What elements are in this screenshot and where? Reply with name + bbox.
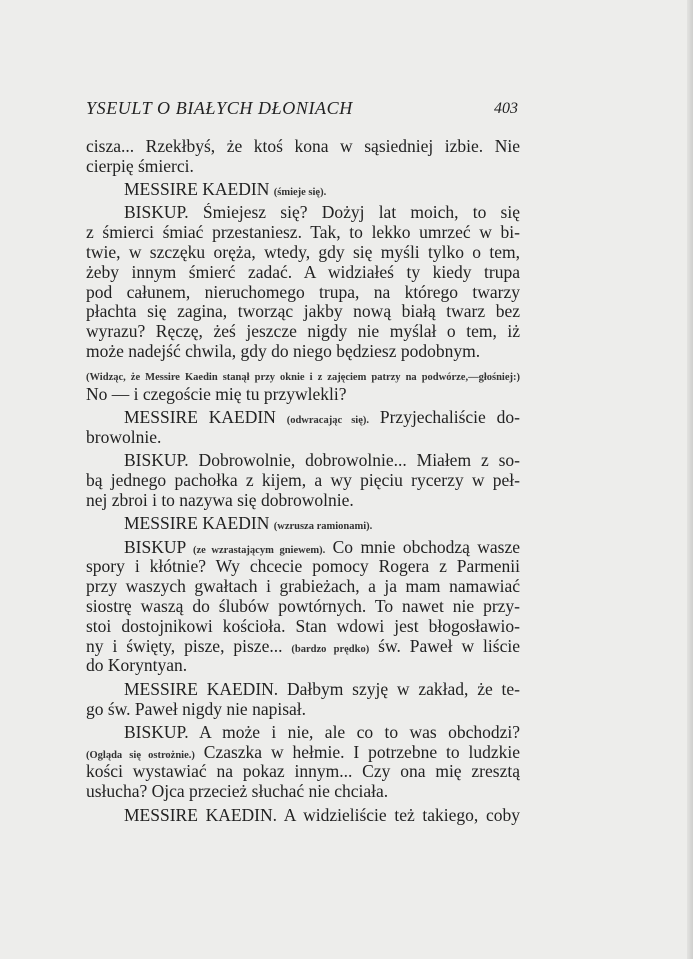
line-text: Czaszka w hełmie. I potrzebne to ludzkie [194, 742, 520, 762]
text-line [86, 283, 520, 303]
text-line [86, 700, 520, 720]
text-line [86, 342, 520, 362]
stage-direction: (Widząc, że Messire Kaedin stanął przy oknie i z zajęciem patrzy na podwórze,—głośniej:) [86, 372, 520, 384]
line-text: BISKUP. A może i nie, ale co to was obchodzi? [124, 722, 520, 742]
line-text: Co mnie obchodzą wasze [325, 537, 520, 557]
stage-direction: (ze wzrastającym gniewem). [192, 544, 326, 556]
text-line [86, 203, 520, 223]
line-text: bą jednego pachołka z kijem, a wy pięciu rycerzy w peł- [86, 471, 520, 491]
text-line [86, 656, 520, 676]
line-text: cierpię śmierci. [86, 155, 194, 176]
text-line [86, 637, 520, 657]
text-line [86, 451, 520, 471]
line-text: BISKUP [124, 537, 193, 557]
line-text: spory i kłótnie? Wy chcecie pomocy Rogera z Parmenii [86, 557, 520, 577]
stage-direction: (odwracając się). [286, 415, 369, 427]
line-text: go św. Paweł nigdy nie napisał. [86, 698, 307, 719]
text-line [86, 723, 520, 743]
text-line [86, 491, 520, 511]
line-text: z śmierci śmiać przestaniesz. Tak, to lekko umrzeć w bi- [86, 223, 520, 243]
line-text: płachta się zagina, tworząc jakby nową białą twarz bez [86, 302, 520, 322]
line-text: św. Paweł w liście [369, 636, 520, 656]
text-line [86, 680, 520, 700]
line-text: BISKUP. Dobrowolnie, dobrowolnie... Miałem z so- [124, 451, 520, 471]
line-text: cisza... Rzekłbyś, że ktoś kona w sąsiedniej izbie. Nie [86, 137, 520, 156]
text-line [86, 385, 520, 405]
stage-direction: (Ogląda się ostrożnie.) [86, 749, 195, 761]
line-text: BISKUP. Śmiejesz się? Dożyj lat moich, to się [124, 203, 520, 223]
stage-direction: (śmieje się). [273, 187, 327, 199]
line-text: przy waszych gwałtach i grabieżach, a ja mam namawiać [86, 577, 520, 597]
line-text: do Koryntyan. [86, 655, 188, 676]
text-line [86, 322, 520, 342]
text-line [86, 408, 520, 428]
text-line [86, 157, 520, 177]
running-title: YSEULT O BIAŁYCH DŁONIACH [86, 98, 353, 118]
text-line [86, 263, 520, 283]
line-text: może nadejść chwila, gdy do niego będziesz podobnym. [86, 340, 481, 361]
page-edge-shadow [687, 0, 693, 959]
line-text: żeby innym śmierć zadać. A widziałeś ty kiedy trupa [86, 262, 520, 282]
page-body-text [86, 137, 520, 825]
text-line [86, 365, 520, 385]
text-line [86, 243, 520, 263]
line-text: twie, w szczęku oręża, wtedy, gdy się myśli tylko o tem, [86, 242, 520, 262]
text-line [86, 762, 520, 782]
line-text: browolnie. [86, 427, 162, 448]
line-text: siostrę waszą do ślubów powtórnych. To nawet nie przy- [86, 597, 520, 617]
text-line [86, 782, 520, 802]
line-text: Przyjechaliście do- [369, 408, 520, 428]
line-text: stoi dostojnikowi kościoła. Stan wdowi jest błogosławio- [86, 616, 520, 636]
running-header [86, 98, 520, 122]
line-text: usłucha? Ojca przecież słuchać nie chciała. [86, 781, 389, 802]
text-line [86, 223, 520, 243]
line-text: No — i czegoście mię tu przywlekli? [86, 384, 347, 405]
line-text: MESSIRE KAEDIN [124, 408, 287, 428]
text-line [86, 577, 520, 597]
text-line [86, 471, 520, 491]
line-text: nej zbroi i to nazywa się dobrowolnie. [86, 490, 354, 511]
text-line [86, 137, 520, 157]
text-line [86, 428, 520, 448]
stage-direction: (wzrusza ramionami). [273, 521, 373, 533]
text-line [86, 302, 520, 322]
line-text: wyrazu? Ręczę, żeś jeszcze nigdy nie myślał o tem, iż [86, 322, 520, 342]
page-number: 403 [494, 100, 518, 117]
line-text: MESSIRE KAEDIN. Dałbym szyję w zakład, że te- [124, 679, 520, 699]
line-text: ny i święty, pisze, pisze... [86, 636, 292, 656]
line-text: MESSIRE KAEDIN [124, 179, 274, 200]
text-line [86, 557, 520, 577]
text-line [86, 514, 520, 534]
text-line [86, 617, 520, 637]
text-line [86, 538, 520, 558]
text-line [86, 743, 520, 763]
line-text: MESSIRE KAEDIN [124, 513, 274, 534]
line-text: kości wystawiać na pokaz innym... Czy ona mię zresztą [86, 762, 520, 782]
line-text: MESSIRE KAEDIN. A widzieliście też takiego, coby [124, 805, 520, 825]
text-line [86, 806, 520, 826]
line-text: pod całunem, nieruchomego trupa, na którego twarzy [86, 282, 520, 302]
text-line [86, 180, 520, 200]
stage-direction: (bardzo prędko) [291, 643, 370, 655]
text-line [86, 597, 520, 617]
